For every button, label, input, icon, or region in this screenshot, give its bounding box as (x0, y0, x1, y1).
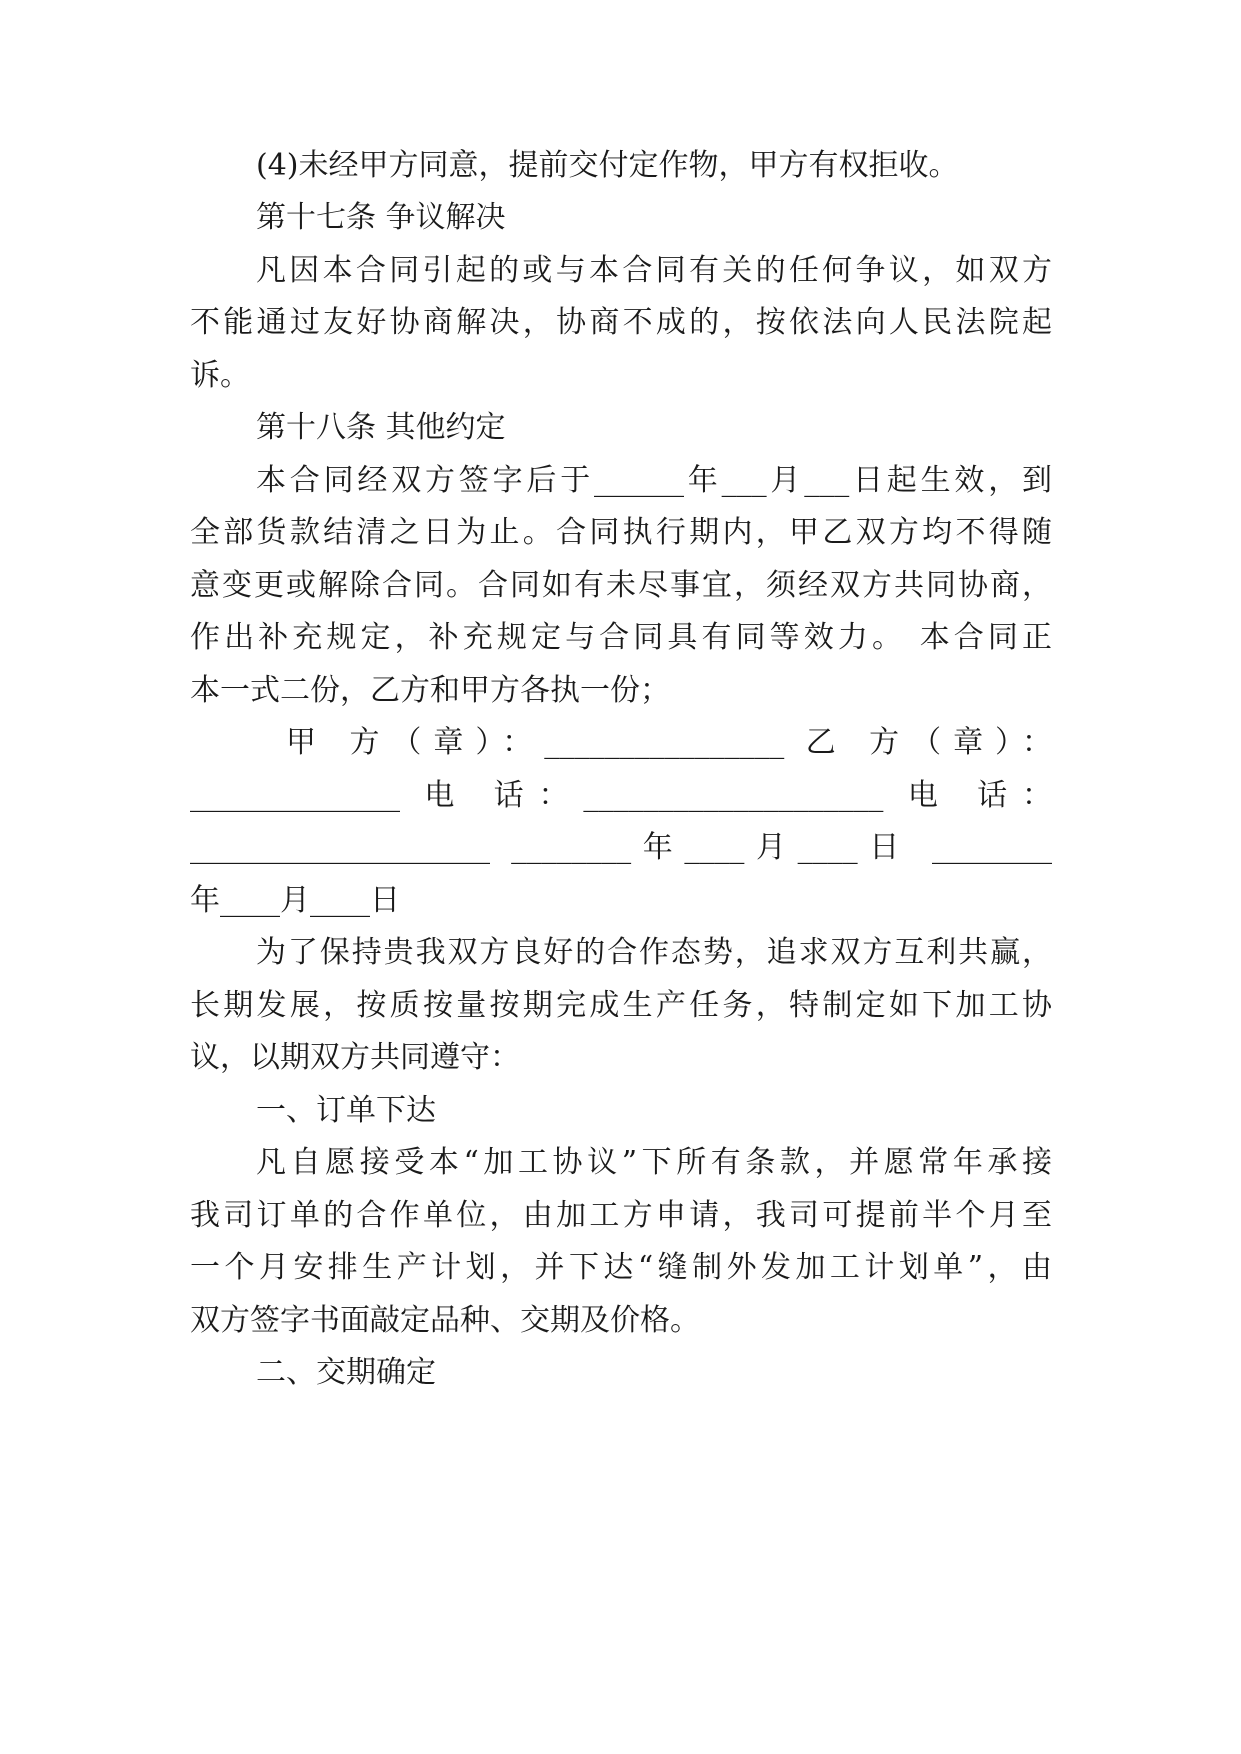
text-line: 作出补充规定，补充规定与合同具有同等效力。 本合同正 (190, 620, 1052, 655)
signature-line: ______________ 电 话：____________________ 电 话： (190, 778, 1052, 813)
text-line: 长期发展，按质按量按期完成生产任务，特制定如下加工协 (190, 988, 1052, 1023)
section-heading: 第十七条 争议解决 (256, 200, 506, 235)
text-line: 凡因本合同引起的或与本合同有关的任何争议，如双方 (256, 253, 1052, 288)
text-line: 议，以期双方共同遵守： (190, 1040, 520, 1075)
signature-line: 年____月____日 (190, 883, 400, 918)
text-line: 意变更或解除合同。合同如有未尽事宜，须经双方共同协商， (190, 568, 1052, 603)
text-line: 不能通过友好协商解决，协商不成的，按依法向人民法院起 (190, 305, 1052, 340)
text-line: 凡自愿接受本“加工协议”下所有条款，并愿常年承接 (256, 1145, 1052, 1180)
section-heading: 二、交期确定 (256, 1355, 436, 1390)
signature-line: ____________________ ________年____月____日 ________ (190, 830, 1052, 865)
text-line: 全部货款结清之日为止。合同执行期内，甲乙双方均不得随 (190, 515, 1052, 550)
text-line: 为了保持贵我双方良好的合作态势，追求双方互利共赢， (256, 935, 1052, 970)
signature-line: 甲 方（章）：________________ 乙 方（章）： (286, 725, 1052, 760)
text-line: (4)未经甲方同意，提前交付定作物，甲方有权拒收。 (256, 148, 959, 183)
text-line: 诉。 (190, 358, 250, 393)
text-line: 本合同经双方签字后于______年___月___日起生效，到 (256, 463, 1052, 498)
text-line: 我司订单的合作单位，由加工方申请，我司可提前半个月至 (190, 1198, 1052, 1233)
text-line: 一个月安排生产计划，并下达“缝制外发加工计划单”，由 (190, 1250, 1052, 1285)
text-line: 本一式二份，乙方和甲方各执一份； (190, 673, 670, 708)
section-heading: 第十八条 其他约定 (256, 410, 506, 445)
section-heading: 一、订单下达 (256, 1093, 436, 1128)
text-line: 双方签字书面敲定品种、交期及价格。 (190, 1303, 700, 1338)
